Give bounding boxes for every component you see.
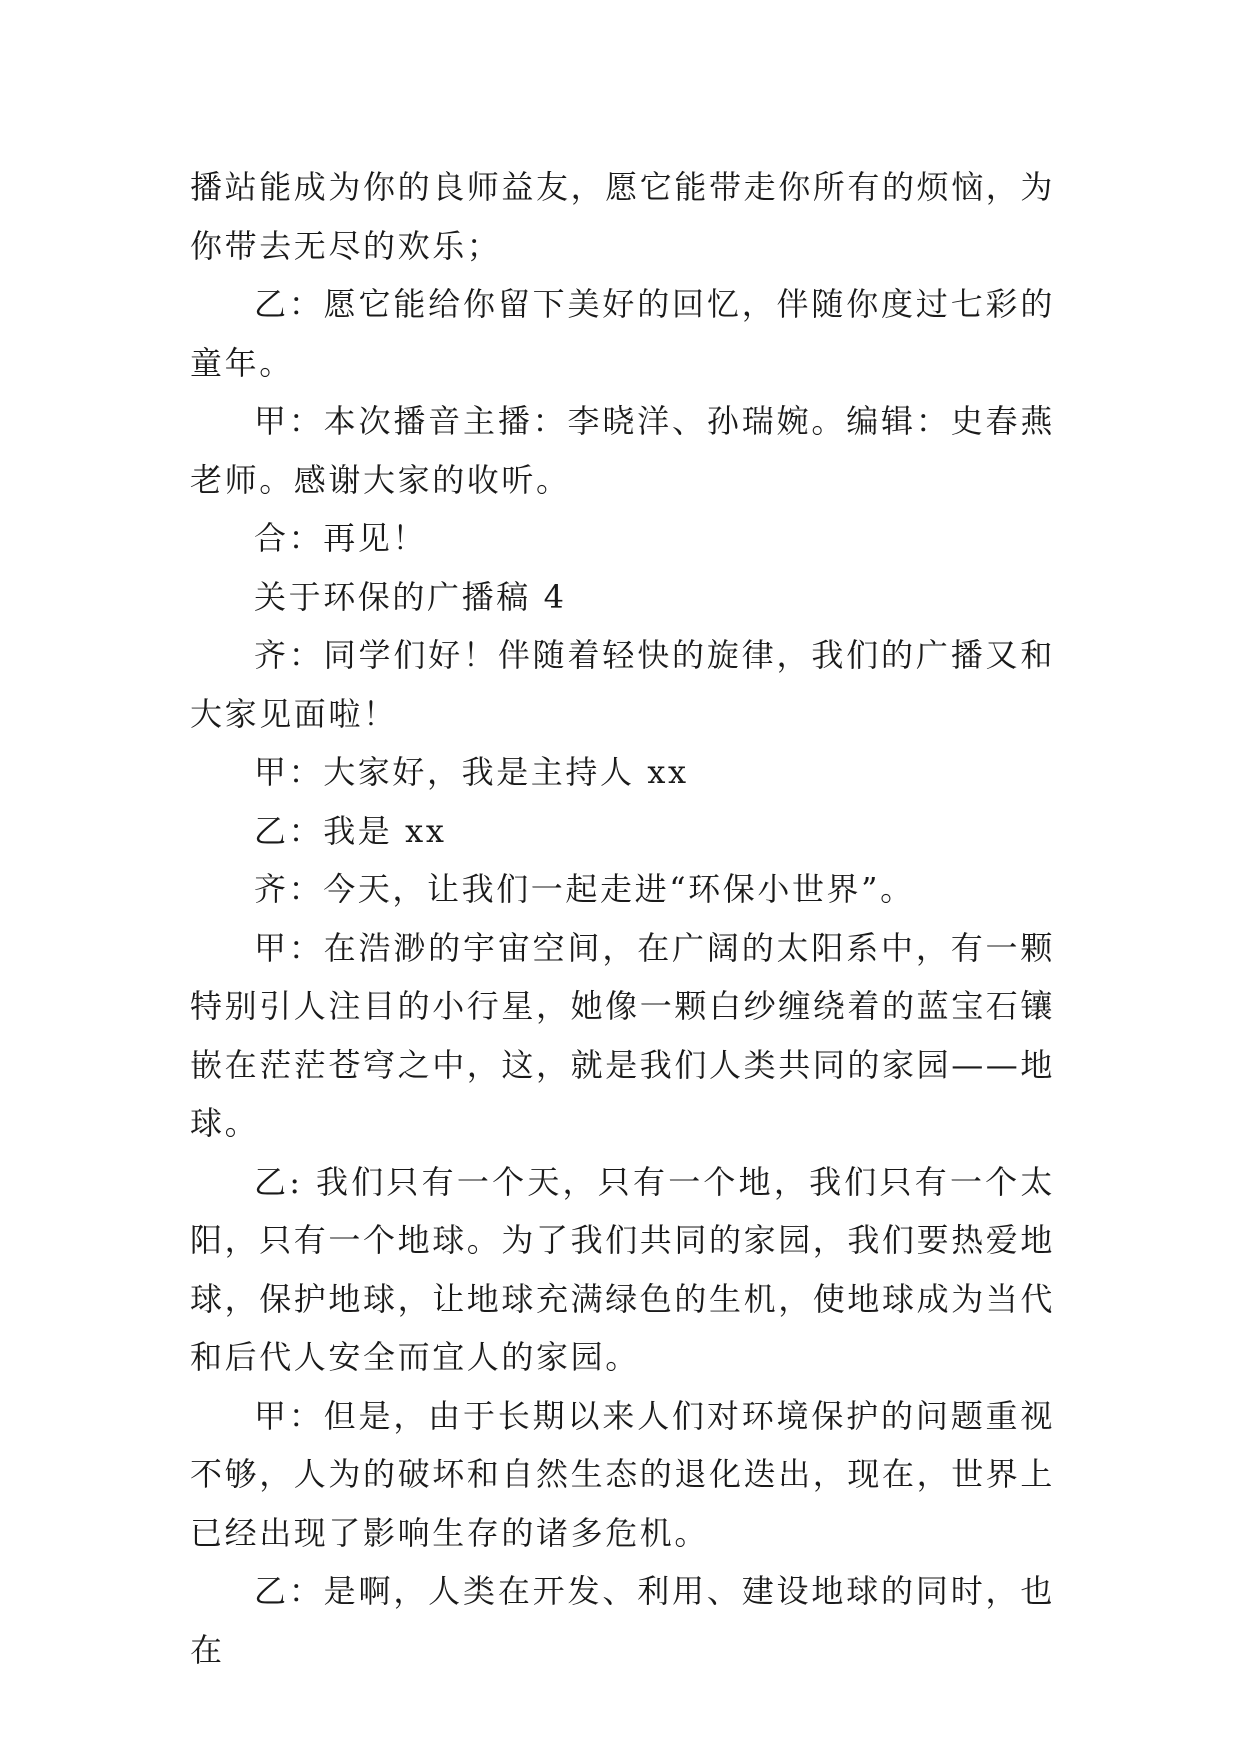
paragraph-yi-intro: 乙：我是 xx xyxy=(254,811,447,850)
paragraph-continuation: 播站能成为你的良师益友，愿它能带走你所有的烦恼，为你带去无尽的欢乐； xyxy=(190,168,1056,265)
paragraph-qi-topic: 齐：今天，让我们一起走进“环保小世界”。 xyxy=(254,870,915,908)
paragraph-yi-development: 乙：是啊，人类在开发、利用、建设地球的同时，也在 xyxy=(190,1572,1055,1669)
paragraph-yi-memory: 乙：愿它能给你留下美好的回忆，伴随你度过七彩的童年。 xyxy=(190,285,1055,382)
paragraph-jia-earth: 甲：在浩渺的宇宙空间，在广阔的太阳系中，有一颗特别引人注目的小行星，她像一颗白纱缠绕着的蓝宝石镶嵌在茫茫苍穹之中，这，就是我们人类共同的家园——地球。 xyxy=(190,928,1056,1142)
document-body xyxy=(190,158,1055,1679)
paragraph-jia-crisis: 甲：但是，由于长期以来人们对环境保护的问题重视不够，人为的破坏和自然生态的退化迭出，现在，世界上已经出现了影响生存的诸多危机。 xyxy=(190,1396,1056,1552)
section-heading: 关于环保的广播稿 4 xyxy=(254,577,567,616)
paragraph-jia-credits: 甲：本次播音主播：李晓洋、孙瑞婉。编辑：史春燕老师。感谢大家的收听。 xyxy=(190,402,1055,499)
paragraph-he-goodbye: 合：再见！ xyxy=(254,519,428,557)
paragraph-yi-one-earth: 乙: 我们只有一个天，只有一个地，我们只有一个太阳，只有一个地球。为了我们共同的家园，我们要热爱地球，保护地球，让地球充满绿色的生机，使地球成为当代和后代人安全而宜人的家园。 xyxy=(190,1162,1056,1376)
paragraph-jia-intro: 甲：大家好，我是主持人 xx xyxy=(254,753,689,791)
paragraph-qi-greeting: 齐：同学们好！伴随着轻快的旋律，我们的广播又和大家见面啦！ xyxy=(190,636,1055,733)
